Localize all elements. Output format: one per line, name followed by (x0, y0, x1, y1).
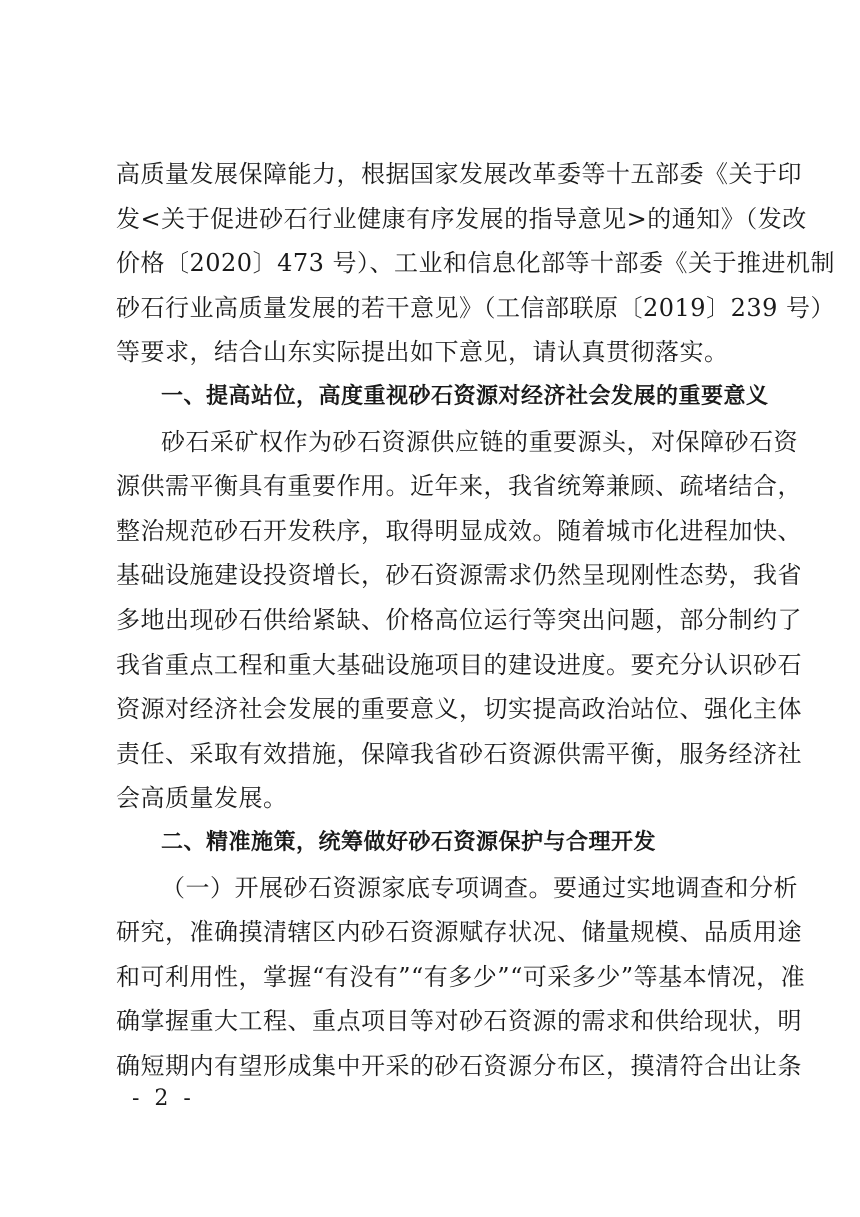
text-line: 会高质量发展。 (116, 784, 288, 813)
text-line: 和可利用性，掌握“有没有”“有多少”“可采多少”等基本情况，准 (116, 962, 806, 991)
text-line: 砂石采矿权作为砂石资源供应链的重要源头，对保障砂石资 (161, 427, 798, 456)
text-line: 确短期内有望形成集中开采的砂石资源分布区，摸清符合出让条 (116, 1051, 802, 1080)
text-line: 我省重点工程和重大基础设施项目的建设进度。要充分认识砂石 (116, 650, 802, 679)
text-line: 资源对经济社会发展的重要意义，切实提高政治站位、强化主体 (116, 695, 802, 724)
text-line: 整治规范砂石开发秩序，取得明显成效。随着城市化进程加快、 (116, 516, 802, 545)
text-line: 高质量发展保障能力，根据国家发展改革委等十五部委《关于印 (116, 160, 802, 188)
section-heading-1: 一、提高站位，高度重视砂石资源对经济社会发展的重要意义 (161, 383, 769, 409)
page-number: - 2 - (132, 1086, 195, 1111)
text-line: 砂石行业高质量发展的若干意见》（工信部联原〔2019〕239 号） (116, 293, 836, 322)
text-line: 多地出现砂石供给紧缺、价格高位运行等突出问题，部分制约了 (116, 605, 802, 634)
text-line: 确掌握重大工程、重点项目等对砂石资源的需求和供给现状，明 (116, 1007, 802, 1036)
text-line: 发<关于促进砂石行业健康有序发展的指导意见>的通知》（发改 (116, 204, 807, 233)
text-line: 等要求，结合山东实际提出如下意见，请认真贯彻落实。 (116, 338, 729, 367)
text-line: 研究，准确摸清辖区内砂石资源赋存状况、储量规模、品质用途 (116, 918, 802, 947)
section-heading-2: 二、精准施策，统筹做好砂石资源保护与合理开发 (161, 829, 657, 855)
text-line: （一）开展砂石资源家底专项调查。要通过实地调查和分析 (161, 873, 798, 902)
text-line: 责任、采取有效措施，保障我省砂石资源供需平衡，服务经济社 (116, 739, 802, 768)
document-body (116, 152, 836, 1088)
text-line: 源供需平衡具有重要作用。近年来，我省统筹兼顾、疏堵结合， (116, 472, 802, 501)
text-line: 价格〔2020〕473 号）、工业和信息化部等十部委《关于推进机制 (116, 249, 836, 278)
text-line: 基础设施建设投资增长，砂石资源需求仍然呈现刚性态势，我省 (116, 561, 802, 590)
